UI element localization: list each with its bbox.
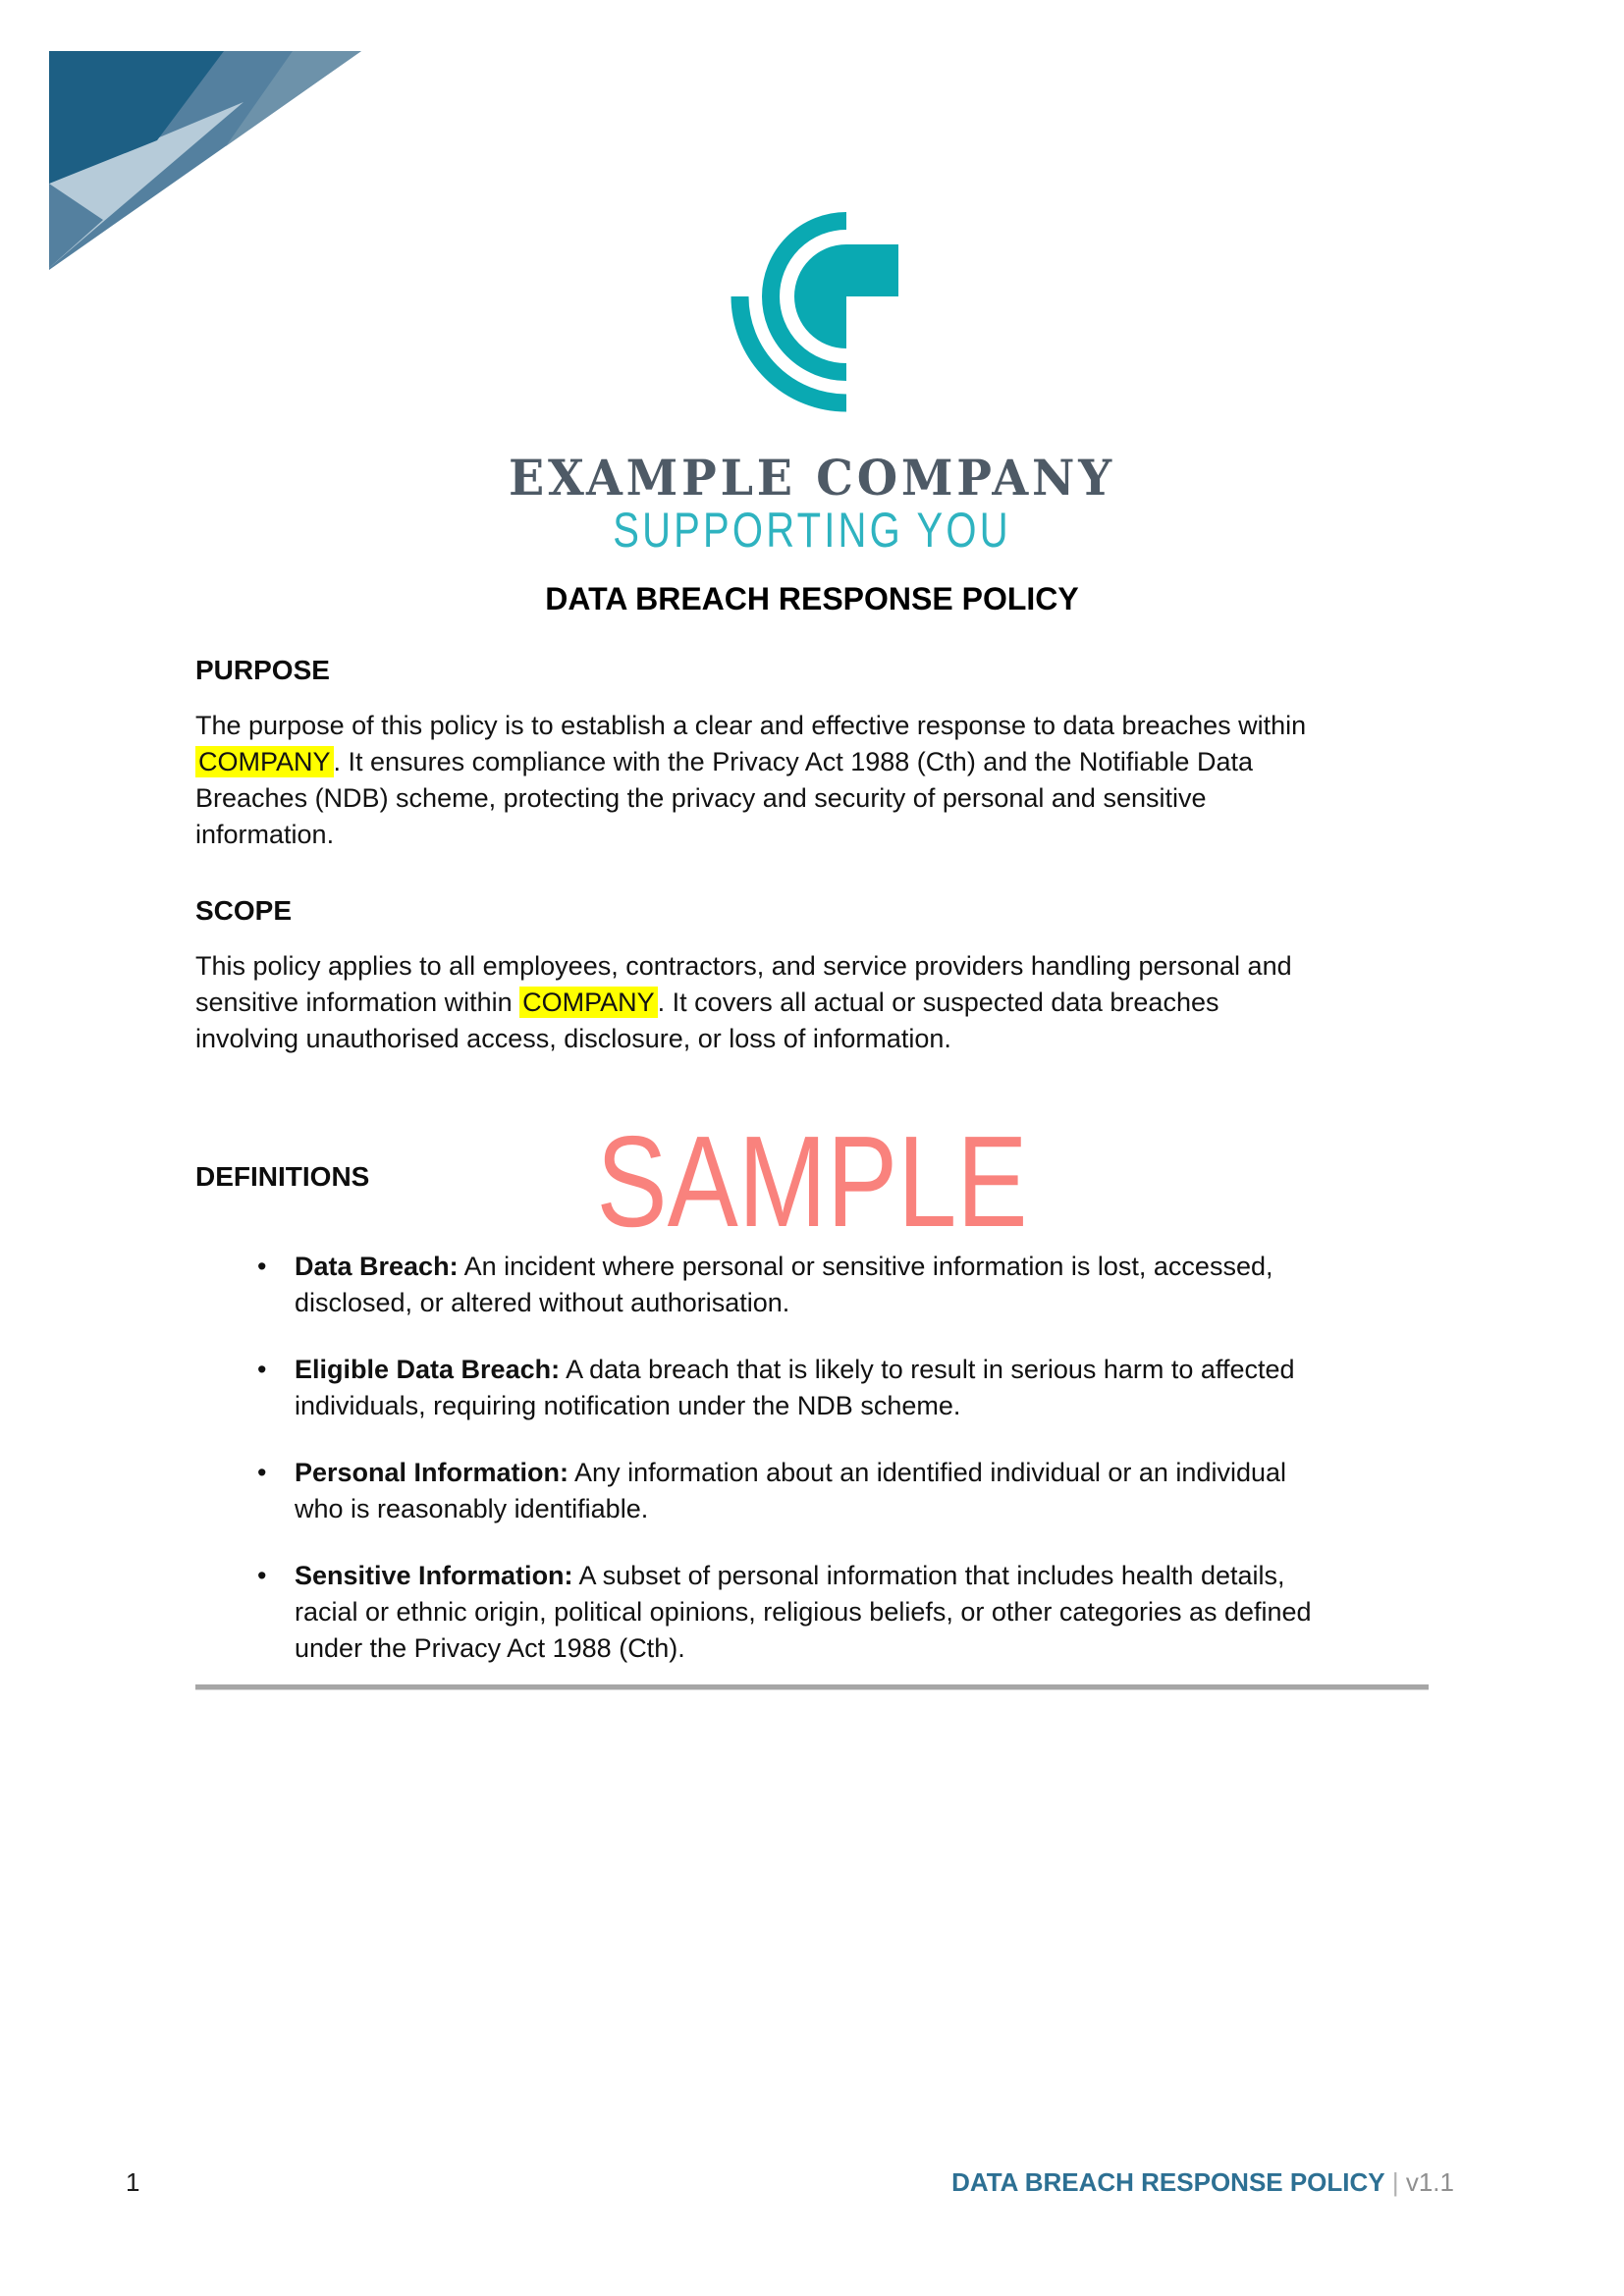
definitions-list: [195, 1249, 1521, 1697]
list-item-personal-information: [195, 1455, 1521, 1527]
footer-separator: |: [1384, 2167, 1406, 2197]
company-tagline: SUPPORTING YOU: [613, 503, 1011, 558]
section-heading-definitions: DEFINITIONS: [195, 1161, 370, 1192]
bullet-icon: •: [257, 1458, 267, 1487]
document-title: DATA BREACH RESPONSE POLICY: [545, 581, 1079, 616]
section-heading-scope: SCOPE: [195, 895, 293, 926]
bullet-icon: •: [257, 1561, 267, 1590]
list-item-sensitive-information: [195, 1558, 1521, 1667]
section-divider: [195, 1684, 1429, 1690]
paragraph-scope: This policy applies to all employees, contractors, and service providers handling personal and sensitive information within COMPANY . It covers all actual or suspected data breaches involving unauthorised access, disclosure, or loss of information.: [195, 951, 1292, 1053]
corner-decoration-icon: [49, 51, 361, 270]
paragraph-purpose: The purpose of this policy is to establish a clear and effective response to data breaches within COMPANY . It ensures compliance with the Privacy Act 1988 (Cth) and the Notifiable Data Breaches (NDB) scheme, protecting the privacy and security of personal and sensitive information.: [195, 711, 1307, 849]
company-name: EXAMPLE COMPANY: [509, 449, 1115, 507]
bullet-icon: •: [257, 1252, 267, 1281]
footer: [951, 2165, 1454, 2199]
list-item-data-breach: [195, 1249, 1521, 1321]
list-item-eligible-data-breach: [195, 1352, 1521, 1424]
list-item-text: Eligible Data Breach: A data breach that is likely to result in serious harm to affected individuals, requiring notification under the NDB scheme.: [295, 1355, 1295, 1420]
footer-version: v1.1: [1405, 2167, 1454, 2197]
list-item-text: Personal Information: Any information about an identified individual or an individual who is reasonably identifiable.: [295, 1458, 1287, 1523]
section-heading-purpose: PURPOSE: [195, 655, 330, 685]
page-number: 1: [126, 2167, 140, 2197]
bullet-icon: •: [257, 1355, 267, 1384]
list-item-text: Data Breach: An incident where personal or sensitive information is lost, accessed, disclosed, or altered without authorisation.: [295, 1252, 1273, 1317]
company-logo-icon: [731, 208, 899, 414]
sample-watermark: SAMPLE: [596, 1109, 1028, 1254]
footer-doc-title: DATA BREACH RESPONSE POLICY: [951, 2167, 1385, 2197]
list-item-text: Sensitive Information: A subset of personal information that includes health details, racial or ethnic origin, political opinions, religious beliefs, or other categories as defined under the Privacy Act 1988 (Cth).: [295, 1561, 1312, 1663]
